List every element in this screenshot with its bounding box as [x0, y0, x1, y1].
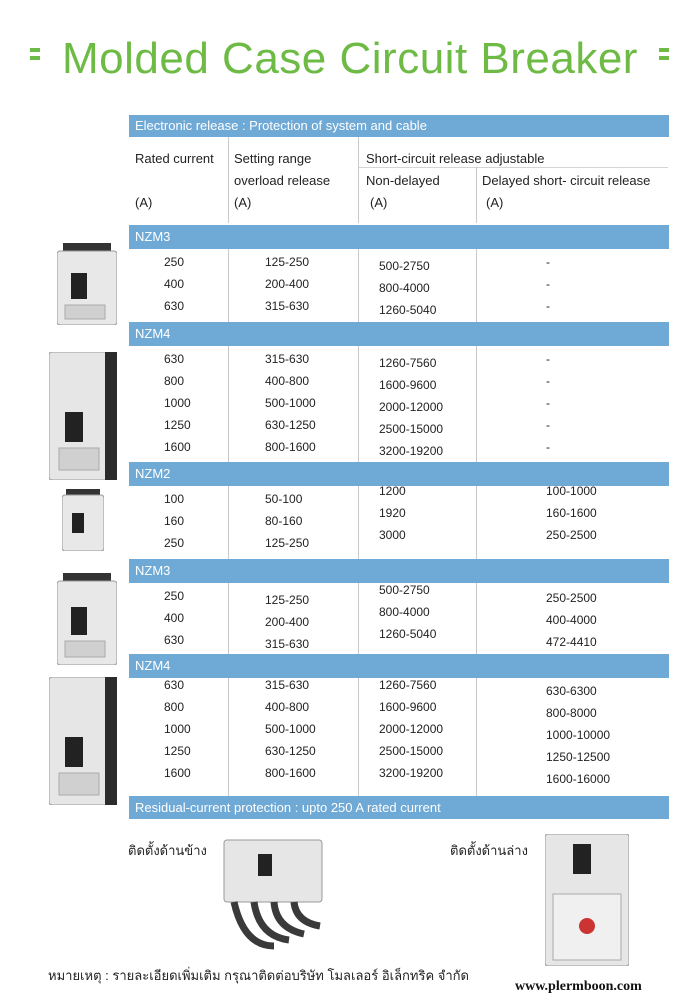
table-cell: 2000-12000	[379, 400, 444, 414]
table-cell: 630-1250	[265, 744, 316, 758]
table-cell: 1000-10000	[546, 728, 611, 742]
table-cell: 250-2500	[546, 591, 597, 605]
header-vline-1	[228, 137, 229, 223]
table-cell: 125-250	[265, 255, 310, 269]
table-cell: 3200-19200	[379, 444, 444, 458]
group-vline	[228, 486, 229, 559]
group-bar-nzm4: NZM4	[129, 322, 669, 346]
table-cell: 160-1600	[546, 506, 597, 520]
table-cell: 125-250	[265, 536, 310, 550]
table-cell: 500-1000	[265, 396, 316, 410]
table-cell: 1250	[164, 744, 191, 758]
table-cell: 1260-5040	[379, 627, 437, 641]
table-cell: 3000	[379, 528, 406, 542]
header-vline-3	[476, 167, 477, 223]
table-cell: 1260-5040	[379, 303, 437, 317]
table-cell: 472-4410	[546, 635, 597, 649]
nzm3-breaker-image-2	[57, 573, 117, 665]
table-cell: -	[546, 374, 550, 388]
table-cell: -	[546, 440, 550, 454]
table-cell: 500-2750	[379, 259, 430, 273]
table-cell: 500-1000	[265, 722, 316, 736]
col-rated-current: Rated current	[135, 151, 214, 166]
table-cell: 1200	[379, 484, 406, 498]
nzm2-breaker-image	[62, 489, 104, 551]
table-cell: 1000	[164, 396, 191, 410]
table-cell: 315-630	[265, 352, 310, 366]
table-cell: 630-6300	[546, 684, 597, 698]
group-vline	[476, 346, 477, 462]
col-overload: overload release	[234, 173, 331, 188]
col-short-circuit: Short-circuit release adjustable	[366, 151, 545, 166]
nzm4-breaker-image-2	[49, 677, 117, 805]
group-vline	[228, 583, 229, 654]
table-cell: -	[546, 418, 550, 432]
table-cell: 800-4000	[379, 281, 430, 295]
table-cell: 630-1250	[265, 418, 316, 432]
table-cell: 630	[164, 299, 185, 313]
table-cell: 630	[164, 678, 185, 692]
table-cell: 800-4000	[379, 605, 430, 619]
table-cell: 500-2750	[379, 583, 430, 597]
table-cell: 1600	[164, 440, 191, 454]
col-delayed-unit: (A)	[486, 195, 504, 210]
group-vline	[476, 583, 477, 654]
table-cell: 2500-15000	[379, 422, 444, 436]
table-cell: 1260-7560	[379, 356, 437, 370]
table-cell: 800	[164, 700, 185, 714]
table-cell: 315-630	[265, 299, 310, 313]
side-mount-label: ติดตั้งด้านข้าง	[128, 843, 207, 858]
table-cell: 80-160	[265, 514, 303, 528]
table-cell: -	[546, 299, 550, 313]
table-cell: 315-630	[265, 678, 310, 692]
group-bar-nzm4: NZM4	[129, 654, 669, 678]
table-cell: 50-100	[265, 492, 303, 506]
col-rated-unit: (A)	[135, 195, 153, 210]
table-cell: 2500-15000	[379, 744, 444, 758]
col-non-delayed-unit: (A)	[370, 195, 388, 210]
bottom-mount-label: ติดตั้งด้านล่าง	[450, 843, 528, 858]
group-vline	[358, 486, 359, 559]
table-cell: -	[546, 396, 550, 410]
table-cell: 400	[164, 611, 185, 625]
group-vline	[358, 678, 359, 796]
table-cell: 2000-12000	[379, 722, 444, 736]
table-cell: 1600-9600	[379, 700, 437, 714]
group-bar-nzm2: NZM2	[129, 462, 669, 486]
group-vline	[358, 249, 359, 322]
table-cell: 1920	[379, 506, 406, 520]
group-vline	[358, 346, 359, 462]
table-cell: 250	[164, 589, 185, 603]
table-cell: -	[546, 352, 550, 366]
col-setting-range: Setting range	[234, 151, 312, 166]
table-cell: 125-250	[265, 593, 310, 607]
table-cell: 1600-9600	[379, 378, 437, 392]
table-cell: 800-8000	[546, 706, 597, 720]
table-cell: 800	[164, 374, 185, 388]
nzm3-breaker-image	[57, 243, 117, 325]
group-vline	[476, 249, 477, 322]
header-divider	[358, 167, 668, 168]
table-cell: 315-630	[265, 637, 310, 651]
table-cell: 200-400	[265, 615, 310, 629]
header-vline-2	[358, 137, 359, 223]
group-vline	[228, 678, 229, 796]
table-cell: 800-1600	[265, 766, 316, 780]
header-bar: Electronic release : Protection of system and cable	[129, 115, 669, 137]
table-cell: 250-2500	[546, 528, 597, 542]
table-cell: 630	[164, 352, 185, 366]
bottom-mount-image	[545, 834, 629, 966]
table-cell: 1250-12500	[546, 750, 611, 764]
footer-bar: Residual-current protection : upto 250 A rated current	[129, 796, 669, 819]
website-link[interactable]: www.plermboon.com	[515, 979, 642, 994]
table-cell: 1260-7560	[379, 678, 437, 692]
table-cell: -	[546, 277, 550, 291]
col-setting-unit: (A)	[234, 195, 252, 210]
group-vline	[358, 583, 359, 654]
group-vline	[228, 249, 229, 322]
table-cell: 160	[164, 514, 185, 528]
table-cell: 200-400	[265, 277, 310, 291]
table-cell: 1000	[164, 722, 191, 736]
footnote: หมายเหตุ : รายละเอียดเพิ่มเติม กรุณาติดต่อบริษัท โมลเลอร์ อิเล็กทริค จำกัด	[48, 968, 469, 983]
col-delayed: Delayed short- circuit release	[482, 173, 651, 188]
table-cell: 400-800	[265, 700, 310, 714]
table-cell: 630	[164, 633, 185, 647]
table-cell: 400-800	[265, 374, 310, 388]
table-cell: 250	[164, 536, 185, 550]
group-vline	[476, 486, 477, 559]
page-title: Molded Case Circuit Breaker	[62, 34, 638, 83]
table-cell: 100-1000	[546, 484, 597, 498]
side-mount-image	[214, 836, 330, 954]
group-bar-nzm3: NZM3	[129, 559, 669, 583]
table-cell: -	[546, 255, 550, 269]
table-cell: 1250	[164, 418, 191, 432]
nzm4-breaker-image	[49, 352, 117, 480]
table-cell: 1600	[164, 766, 191, 780]
table-cell: 100	[164, 492, 185, 506]
table-cell: 800-1600	[265, 440, 316, 454]
table-cell: 400	[164, 277, 185, 291]
group-bar-nzm3: NZM3	[129, 225, 669, 249]
table-cell: 3200-19200	[379, 766, 444, 780]
title-right-mark	[659, 48, 669, 64]
table-cell: 400-4000	[546, 613, 597, 627]
table-cell: 1600-16000	[546, 772, 611, 786]
group-vline	[476, 678, 477, 796]
group-vline	[228, 346, 229, 462]
col-non-delayed: Non-delayed	[366, 173, 440, 188]
table-cell: 250	[164, 255, 185, 269]
